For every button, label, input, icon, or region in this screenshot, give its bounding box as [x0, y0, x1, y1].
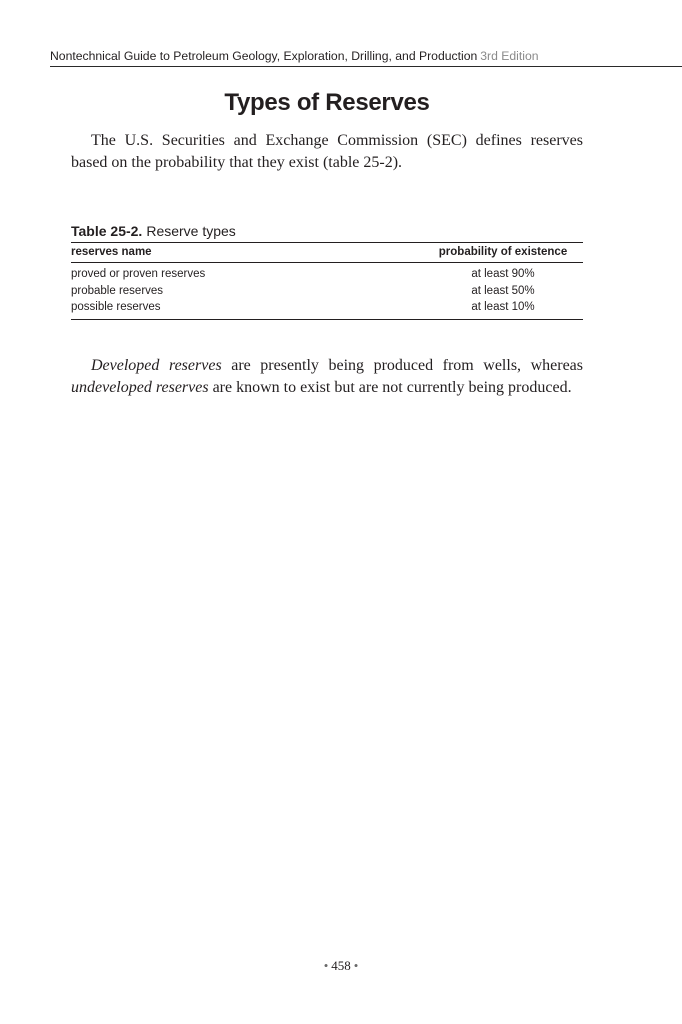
reserve-types-table: [71, 242, 583, 320]
closing-text-1: are presently being produced from wells, whereas: [221, 357, 584, 374]
table-caption-text: Reserve types: [146, 223, 236, 239]
table-row: [71, 263, 583, 283]
bullet-right-icon: •: [353, 958, 359, 973]
table-caption: [71, 222, 583, 240]
book-title: Nontechnical Guide to Petroleum Geology, Exploration, Drilling, and Production: [50, 49, 478, 63]
table-header-row: [71, 243, 583, 263]
page-number: [0, 957, 682, 975]
column-header-reserves-name: reserves name: [71, 243, 423, 263]
column-header-probability: probability of existence: [423, 243, 583, 263]
probability-cell: at least 50%: [471, 284, 535, 297]
probability-cell: at least 90%: [471, 268, 535, 280]
table-caption-label: Table 25-2.: [71, 223, 143, 239]
closing-text-2: are known to exist but are not currently being produced.: [208, 379, 572, 396]
bullet-left-icon: •: [323, 958, 329, 973]
page-number-value: 458: [331, 958, 351, 973]
reserve-name-cell: probable reserves: [71, 284, 164, 297]
reserve-types-table-block: [71, 222, 583, 320]
table-row: [71, 299, 583, 319]
section-title: Types of Reserves: [224, 89, 430, 116]
probability-cell: at least 10%: [423, 299, 583, 319]
reserve-name-cell: possible reserves: [71, 299, 423, 319]
table-row: [71, 283, 583, 300]
term-undeveloped-reserves: undeveloped reserves: [71, 379, 209, 396]
intro-paragraph: The U.S. Securities and Exchange Commission (SEC) defines reserves based on the probability that they exist (table 25-2).: [71, 132, 583, 171]
closing-paragraph: [71, 355, 583, 399]
edition-label: 3rd Edition: [480, 49, 539, 63]
running-header: [50, 46, 682, 67]
term-developed-reserves: Developed reserves: [91, 357, 222, 374]
reserve-name-cell: proved or proven reserves: [71, 268, 206, 280]
